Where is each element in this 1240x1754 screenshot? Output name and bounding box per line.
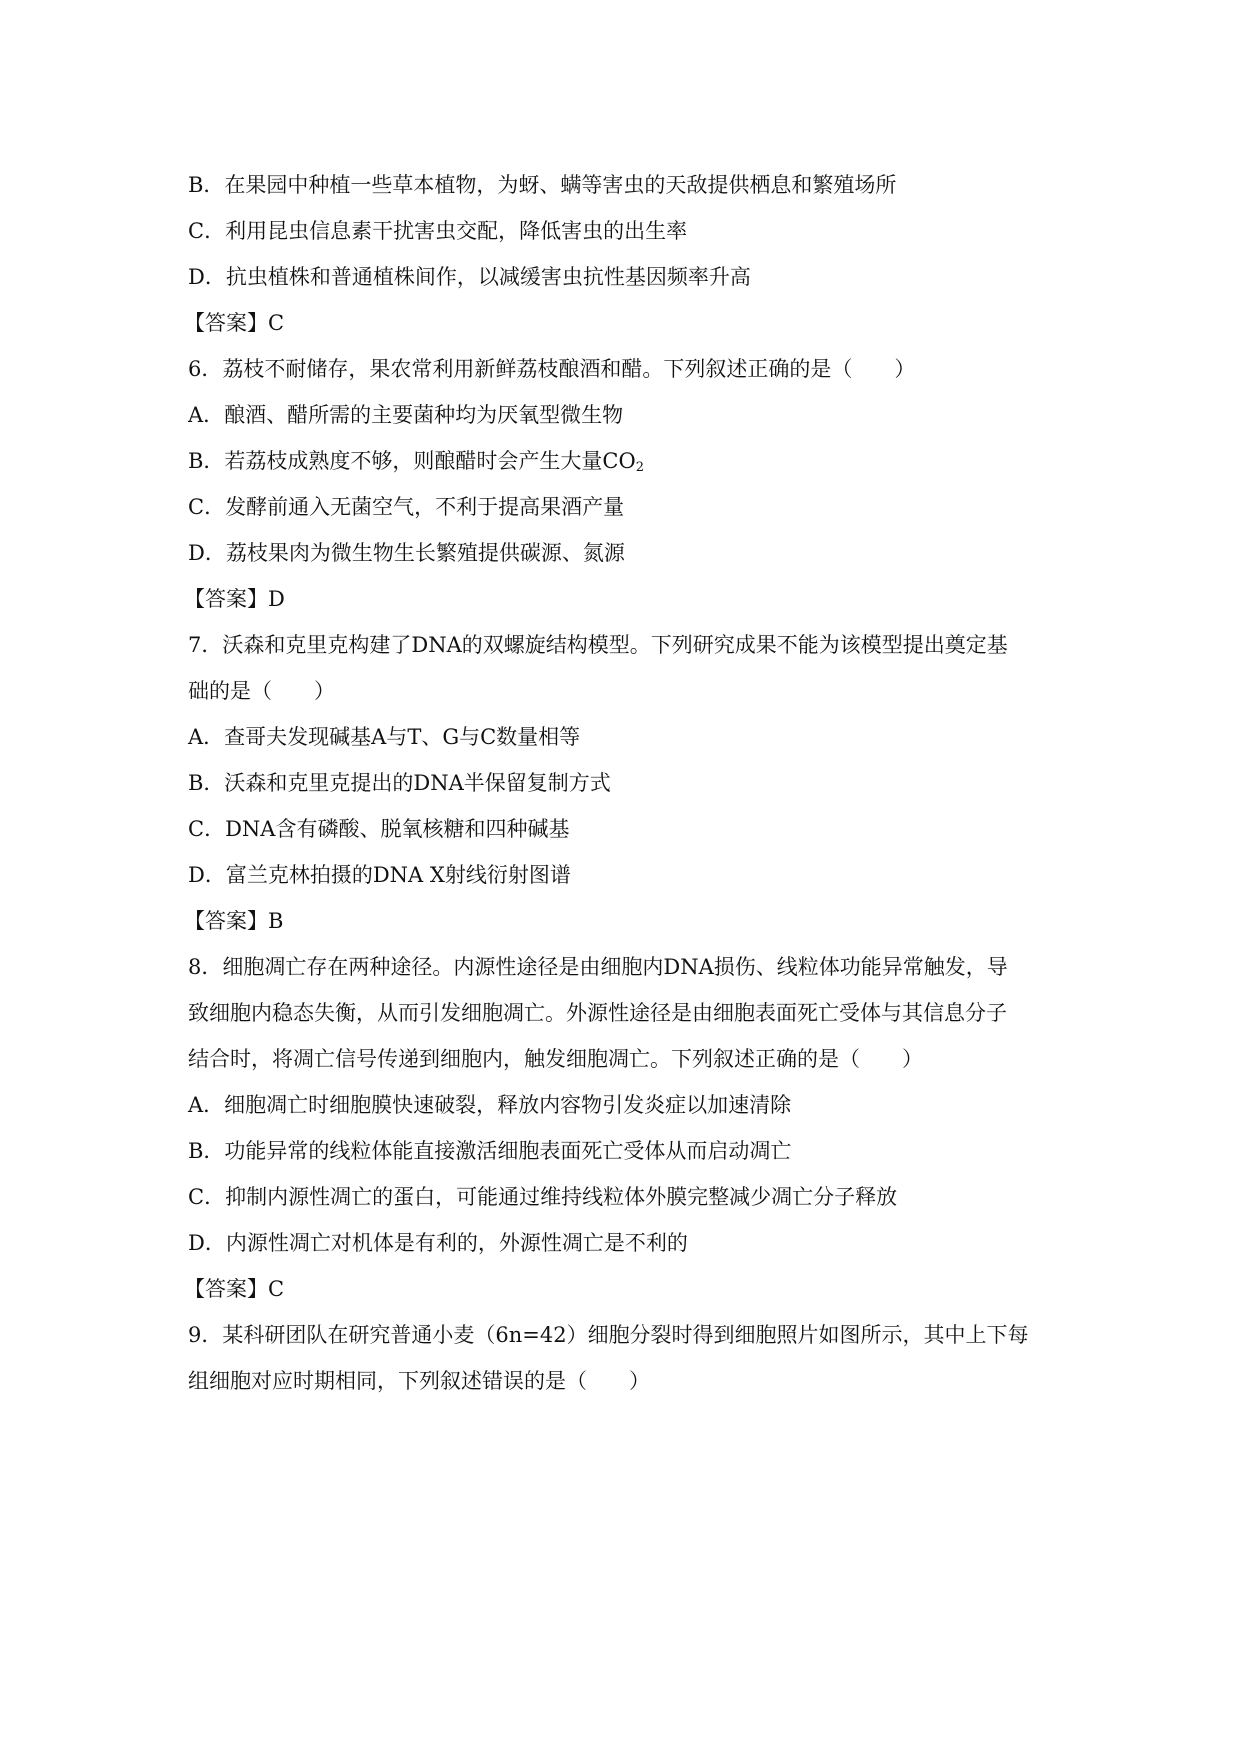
- question-9-stem-line-1: 9．某科研团队在研究普通小麦（6n=42）细胞分裂时得到细胞照片如图所示，其中上下每: [188, 1323, 1029, 1347]
- option-8b: B．功能异常的线粒体能直接激活细胞表面死亡受体从而启动凋亡: [188, 1139, 792, 1163]
- option-5d: D．抗虫植株和普通植株间作，以减缓害虫抗性基因频率升高: [188, 265, 751, 289]
- answer-7: 【答案】B: [184, 909, 284, 933]
- question-7-stem-line-2: 础的是（ ）: [188, 679, 335, 703]
- question-6-stem: 6．荔枝不耐储存，果农常利用新鲜荔枝酿酒和醋。下列叙述正确的是（ ）: [188, 357, 916, 381]
- question-8-stem-line-3: 结合时，将凋亡信号传递到细胞内，触发细胞凋亡。下列叙述正确的是（ ）: [188, 1047, 923, 1071]
- option-5b: B．在果园中种植一些草本植物，为蚜、螨等害虫的天敌提供栖息和繁殖场所: [188, 173, 897, 197]
- option-7d: D．富兰克林拍摄的DNA X射线衍射图谱: [188, 863, 571, 887]
- answer-6: 【答案】D: [184, 587, 285, 611]
- option-8a: A．细胞凋亡时细胞膜快速破裂，释放内容物引发炎症以加速清除: [188, 1093, 792, 1117]
- option-6b-subscript: 2: [635, 460, 644, 475]
- option-5c: C．利用昆虫信息素干扰害虫交配，降低害虫的出生率: [188, 219, 688, 243]
- option-6c: C．发酵前通入无菌空气，不利于提高果酒产量: [188, 495, 625, 519]
- option-6a: A．酿酒、醋所需的主要菌种均为厌氧型微生物: [188, 403, 624, 427]
- option-7b: B．沃森和克里克提出的DNA半保留复制方式: [188, 771, 611, 795]
- question-7-stem-line-1: 7．沃森和克里克构建了DNA的双螺旋结构模型。下列研究成果不能为该模型提出奠定基: [188, 633, 1008, 657]
- question-8-stem-line-2: 致细胞内稳态失衡，从而引发细胞凋亡。外源性途径是由细胞表面死亡受体与其信息分子: [188, 1001, 1007, 1025]
- option-7a: A．查哥夫发现碱基A与T、G与C数量相等: [188, 725, 581, 749]
- option-8d: D．内源性凋亡对机体是有利的，外源性凋亡是不利的: [188, 1231, 688, 1255]
- answer-8: 【答案】C: [184, 1277, 285, 1301]
- option-8c: C．抑制内源性凋亡的蛋白，可能通过维持线粒体外膜完整减少凋亡分子释放: [188, 1185, 898, 1209]
- option-7c: C．DNA含有磷酸、脱氧核糖和四种碱基: [188, 817, 570, 841]
- question-9-stem-line-2: 组细胞对应时期相同，下列叙述错误的是（ ）: [188, 1369, 650, 1393]
- option-6d: D．荔枝果肉为微生物生长繁殖提供碳源、氮源: [188, 541, 625, 565]
- question-8-stem-line-1: 8．细胞凋亡存在两种途径。内源性途径是由细胞内DNA损伤、线粒体功能异常触发，导: [188, 955, 1008, 979]
- answer-5: 【答案】C: [184, 311, 285, 335]
- option-6b-text: B．若荔枝成熟度不够，则酿醋时会产生大量CO: [188, 449, 636, 473]
- option-6b: [188, 438, 1052, 484]
